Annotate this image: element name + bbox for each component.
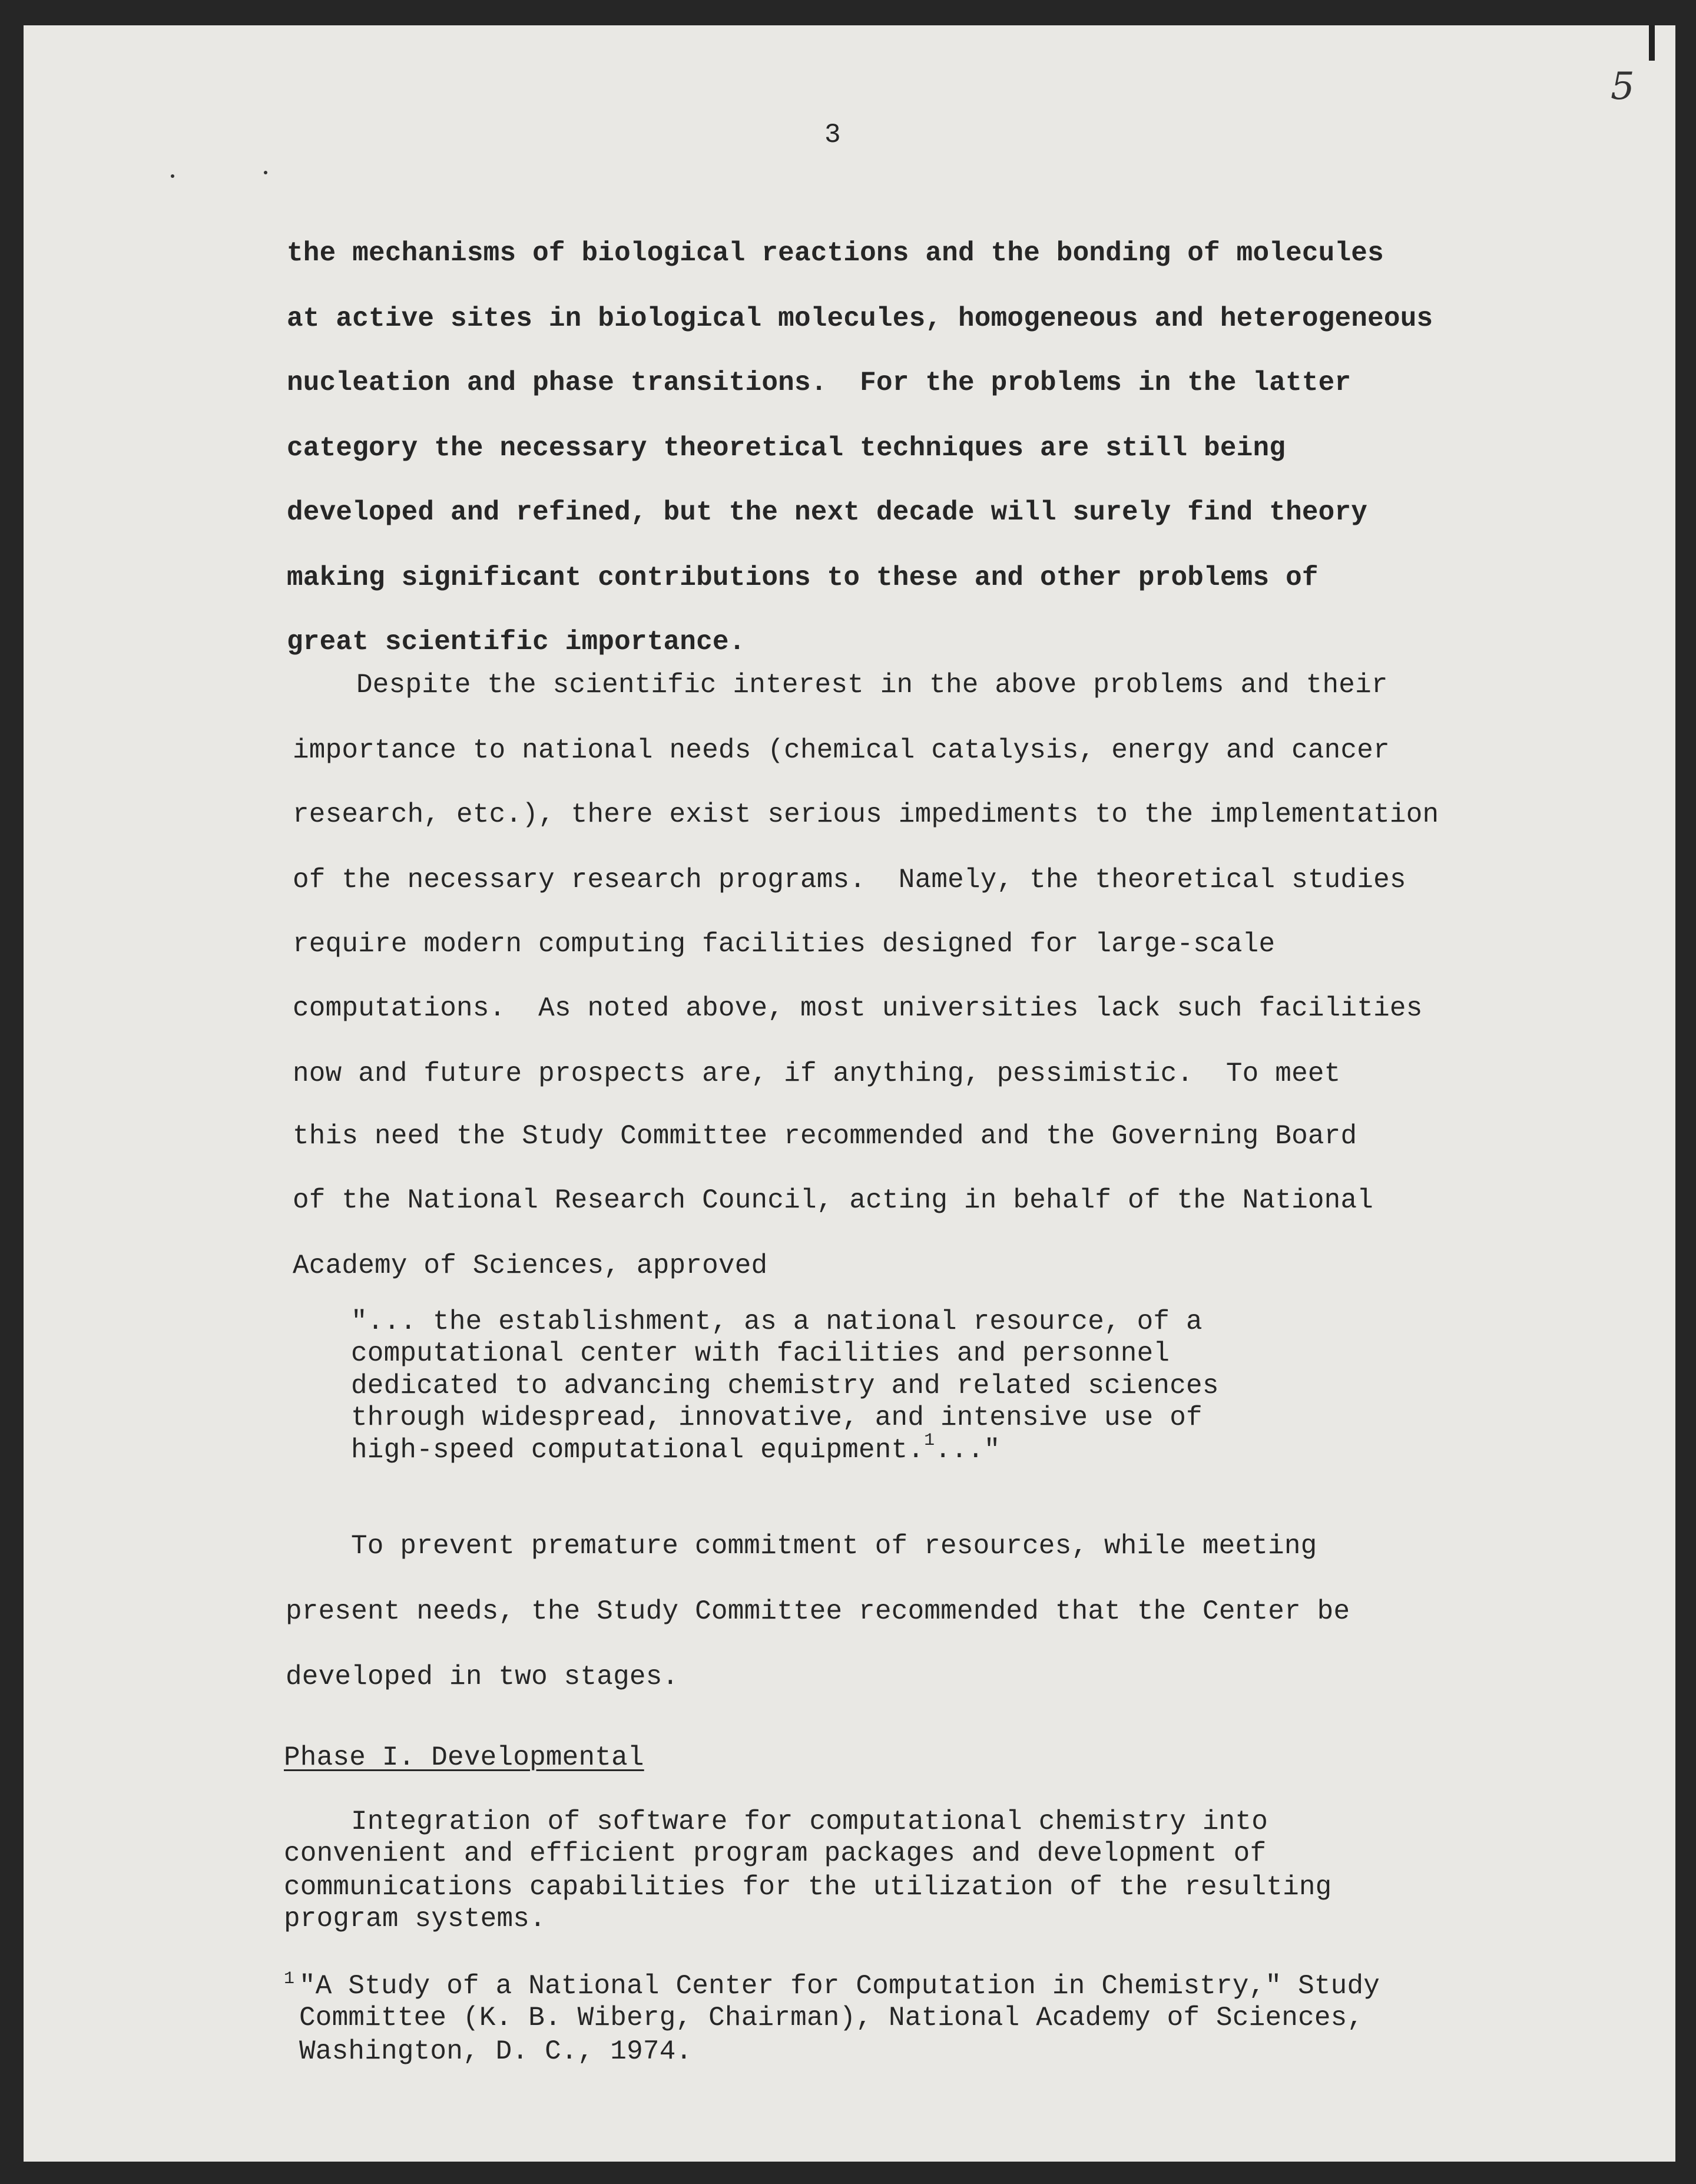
paragraph-line: at active sites in biological molecules, homogeneous and heterogeneous — [287, 303, 1433, 334]
paragraph-line: To prevent premature commitment of resources, while meeting — [351, 1531, 1317, 1561]
speck — [171, 174, 174, 178]
footnote-line: Washington, D. C., 1974. — [299, 2036, 693, 2067]
paragraph-line: now and future prospects are, if anything, pessimistic. To meet — [293, 1058, 1341, 1089]
paragraph-line: research, etc.), there exist serious impediments to the implementation — [293, 799, 1439, 830]
footnote-line: "A Study of a National Center for Computation in Chemistry," Study — [299, 1971, 1380, 2001]
page-edge-mark — [1649, 25, 1655, 61]
paragraph-line: communications capabilities for the utilization of the resulting — [284, 1872, 1332, 1902]
quote-text: high-speed computational equipment. — [351, 1435, 925, 1465]
paragraph-line: making significant contributions to these and other problems of — [287, 562, 1319, 593]
paragraph-line: the mechanisms of biological reactions and the bonding of molecules — [287, 238, 1384, 269]
handwritten-page-mark: 5 — [1611, 65, 1635, 108]
page-number: 3 — [824, 120, 841, 150]
paragraph-line: of the National Research Council, acting in behalf of the National — [293, 1185, 1374, 1216]
paragraph-line: importance to national needs (chemical catalysis, energy and cancer — [293, 735, 1390, 766]
quote-line: through widespread, innovative, and intensive use of — [351, 1402, 1203, 1433]
quote-end: ..." — [935, 1435, 1001, 1465]
paragraph-line: Despite the scientific interest in the above problems and their — [356, 670, 1388, 700]
footnote-line: Committee (K. B. Wiberg, Chairman), National Academy of Sciences, — [299, 2003, 1364, 2033]
paragraph-line: computations. As noted above, most universities lack such facilities — [293, 993, 1423, 1024]
speck — [264, 171, 267, 174]
quote-line: dedicated to advancing chemistry and related sciences — [351, 1371, 1219, 1401]
section-heading: Phase I. Developmental — [284, 1742, 644, 1773]
paragraph-line: developed and refined, but the next decade will surely find theory — [287, 497, 1368, 528]
quote-line: computational center with facilities and personnel — [351, 1338, 1170, 1369]
paragraph-line: Academy of Sciences, approved — [293, 1250, 768, 1281]
paragraph-line: program systems. — [284, 1904, 546, 1934]
paragraph-line: nucleation and phase transitions. For the problems in the latter — [287, 368, 1352, 398]
quote-line: "... the establishment, as a national resource, of a — [351, 1306, 1203, 1337]
footnote-marker: 1 — [284, 1969, 295, 1989]
paragraph-line: present needs, the Study Committee recommended that the Center be — [286, 1596, 1350, 1627]
paragraph-line: convenient and efficient program packages and development of — [284, 1838, 1267, 1869]
paragraph-line: category the necessary theoretical techniques are still being — [287, 433, 1286, 464]
paragraph-line: of the necessary research programs. Namely, the theoretical studies — [293, 865, 1406, 895]
paragraph-line: developed in two stages. — [286, 1662, 679, 1692]
footnote-reference: 1 — [924, 1431, 935, 1451]
paragraph-line: great scientific importance. — [287, 627, 746, 657]
paragraph-line: Integration of software for computational chemistry into — [351, 1806, 1268, 1837]
quote-line — [351, 1431, 1001, 1466]
paragraph-line: this need the Study Committee recommended and the Governing Board — [293, 1121, 1357, 1151]
paragraph-line: require modern computing facilities designed for large-scale — [293, 929, 1276, 959]
